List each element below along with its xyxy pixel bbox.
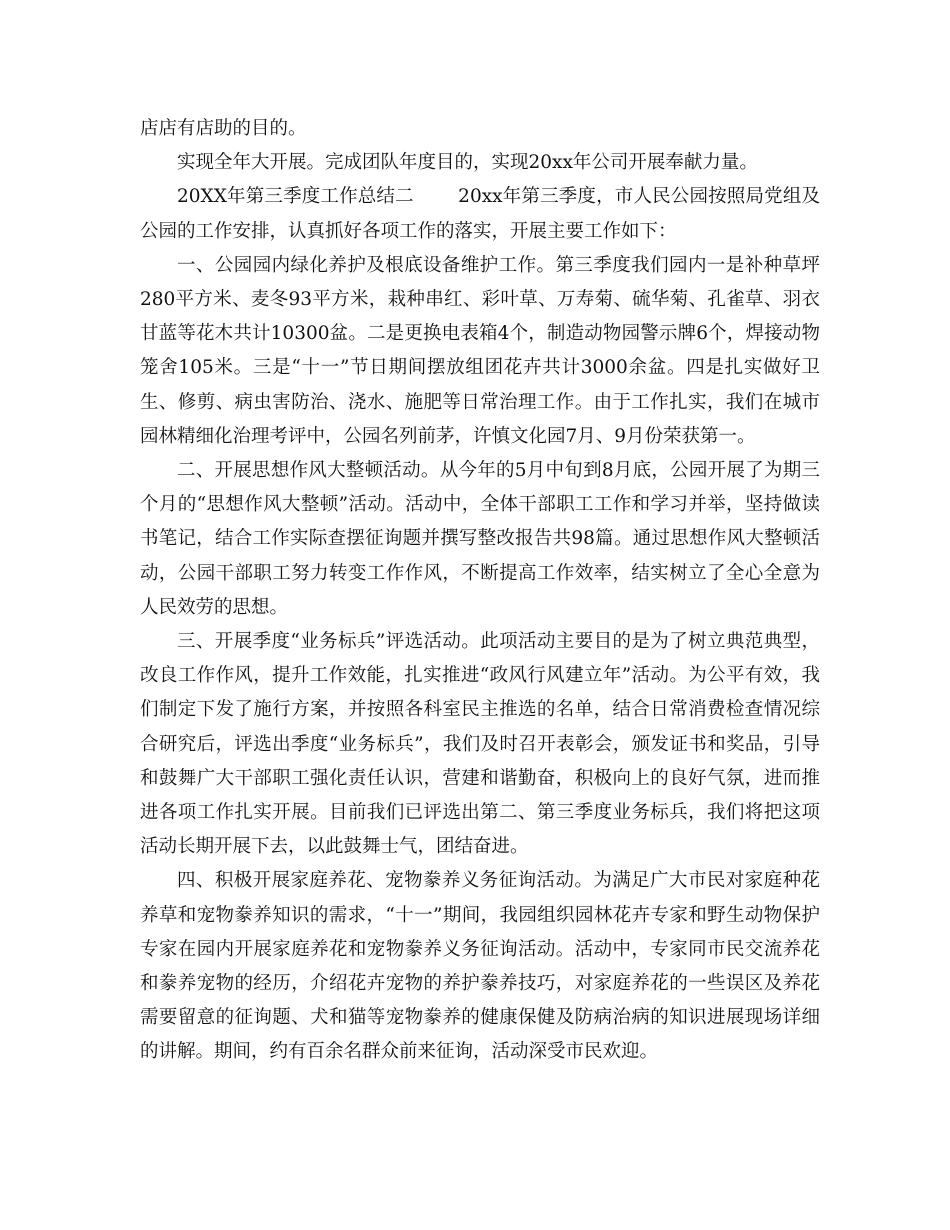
section-title: 20XX年第三季度工作总结二 (177, 186, 414, 208)
paragraph-business-model-selection: 三、开展季度“业务标兵”评选活动。此项活动主要目的是为了树立典范典型，改良工作作风，提升工作效能，扎实推进“政风行风建立年”活动。为公平有效，我们制定下发了施行方案，并按照各科室民主推选的名单，结合日常消费检查情况综合研究后，评选出季度“业务标兵”，我们及时召开表彰会，颁发证书和奖品，引导和鼓舞广大干部职工强化责任认识，营建和谐勤奋，积极向上的良好气氛，进而推进各项工作扎实开展。目前我们已评选出第二、第三季度业务标兵，我们将把这项活动长期开展下去，以此鼓舞士气，团结奋进。 (140, 631, 820, 858)
paragraph-continuation: 店店有店助的目的。 (140, 118, 307, 139)
paragraph-section-intro (140, 180, 820, 248)
section-intro-text: 20xx年第三季度，市人民公园按照局党组及公园的工作安排，认真抓好各项工作的落实，开展主要工作如下： (140, 186, 820, 242)
document-body (140, 112, 820, 1070)
paragraph-work-style-rectification: 二、开展思想作风大整顿活动。从今年的5月中旬到8月底，公园开展了为期三个月的“思想作风大整顿”活动。活动中，全体干部职工工作和学习并举，坚持做读书笔记，结合工作实际查摆征询题并撰写整改报告共98篇。通过思想作风大整顿活动，公园干部职工努力转变工作作风，不断提高工作效率，结实树立了全心全意为人民效劳的思想。 (140, 460, 820, 618)
paragraph-greening-maintenance: 一、公园园内绿化养护及根底设备维护工作。第三季度我们园内一是补种草坪280平方米、麦冬93平方米，栽种串红、彩叶草、万寿菊、硫华菊、孔雀草、羽衣甘蓝等花木共计10300盆。二是更换电表箱4个，制造动物园警示牌6个，焊接动物笼舍105米。三是“十一”节日期间摆放组团花卉共计3000余盆。四是扎实做好卫生、修剪、病虫害防治、浇水、施肥等日常治理工作。由于工作扎实，我们在城市园林精细化治理考评中，公园名列前茅，许慎文化园7月、9月份荣获第一。 (140, 254, 820, 447)
paragraph-annual-goal: 实现全年大开展。完成团队年度目的，实现20xx年公司开展奉献力量。 (177, 152, 758, 174)
paragraph-consultation-activity: 四、积极开展家庭养花、宠物豢养义务征询活动。为满足广大市民对家庭种花养草和宠物豢养知识的需求，“十一”期间，我园组织园林花卉专家和野生动物保护专家在园内开展家庭养花和宠物豢养义务征询活动。活动中，专家同市民交流养花和豢养宠物的经历，介绍花卉宠物的养护豢养技巧，对家庭养花的一些误区及养花需要留意的征询题、犬和猫等宠物豢养的健康保健及防病治病的知识进展现场详细的讲解。期间，约有百余名群众前来征询，活动深受市民欢迎。 (140, 870, 820, 1063)
